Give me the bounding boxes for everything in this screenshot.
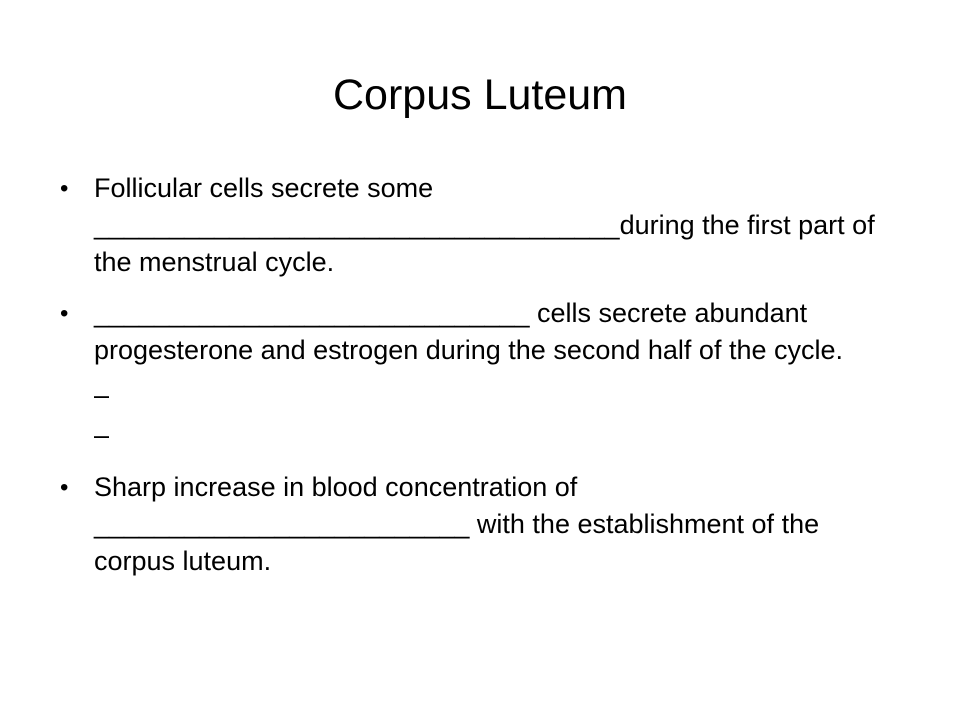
- sub-bullet-item: [94, 415, 900, 455]
- bullet-marker: •: [60, 474, 69, 501]
- bullet-list: [0, 170, 960, 594]
- bullet-marker: •: [60, 175, 69, 202]
- bullet-text: _____________________________ cells secrete abundant progesterone and estrogen during the second half of the cycle.: [94, 298, 843, 365]
- slide-title: Corpus Luteum: [333, 71, 627, 119]
- sub-bullet-marker: –: [94, 380, 110, 410]
- sub-bullet-marker: –: [94, 420, 110, 450]
- bullet-text: Follicular cells secrete some ___________________________________during the first part of the menstrual cycle.: [94, 173, 875, 277]
- bullet-item-blood-concentration: [0, 469, 960, 580]
- bullet-text: Sharp increase in blood concentration of _________________________ with the establishment of the corpus luteum.: [94, 472, 820, 576]
- bullet-item-follicular-cells: [0, 170, 960, 281]
- sub-bullet-item: [94, 375, 900, 415]
- sub-bullet-list: [94, 375, 900, 455]
- bullet-item-luteal-cells: [0, 295, 960, 455]
- bullet-marker: •: [60, 300, 69, 327]
